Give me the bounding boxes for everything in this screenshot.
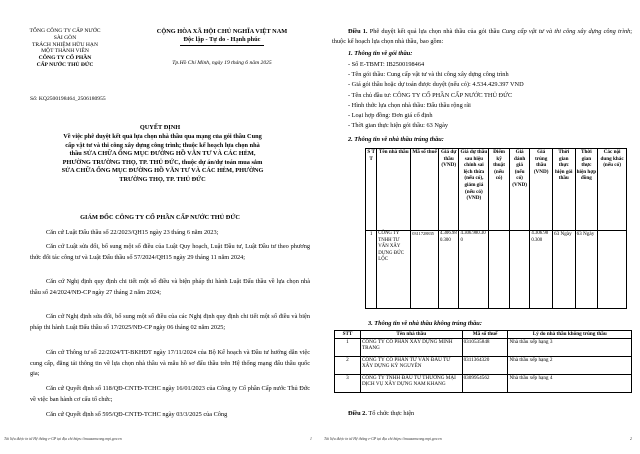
basis-paragraph: Căn cứ Quyết định số 118/QĐ-CNTĐ-TCHC ngày 16/01/2023 của Công ty Cổ phần Cấp nước Thủ Đức về việc ban hành cơ cấu tổ chức; <box>30 385 310 403</box>
subject-line: cấp vật tư và thi công xây dựng công trình; thuộc kế hoạch lựa chọn nhà <box>65 141 260 149</box>
org-line: TỔNG CÔNG TY CẤP NƯỚC <box>29 28 101 34</box>
col-header: Lý do nhà thầu không trúng thầu <box>508 331 632 339</box>
loser-header-row <box>335 331 632 339</box>
package-info-item: - Giá gói thầu hoặc dự toán được duyệt (nếu có): 4.534.429.397 VND <box>348 81 524 89</box>
basis-paragraph: Căn cứ Luật sửa đổi, bổ sung một số điều của Luật Quy hoạch, Luật Đầu tư, Luật Đầu tư theo phương thức đối tác công tư và Luật Đấu thầu số 57/2024/QH15 ngày 29 tháng 11 năm 2024; <box>30 243 310 261</box>
col-header: Tên nhà thầu <box>360 331 462 339</box>
cell-reason: Nhà thầu xếp hạng 3 <box>508 338 632 356</box>
package-info-list <box>348 60 524 131</box>
basis-paragraph: Căn cứ Thông tư số 22/2024/TT-BKHĐT ngày 17/11/2024 của Bộ Kế hoạch và Đầu tư hướng dẫn việc cung cấp, đăng tải thông tin về lựa chọn nhà thầu và mẫu hồ sơ đấu thầu trên Hệ thống mạng đấu thầu quốc gia; <box>30 349 310 378</box>
col-header: Các nội dung khác (nếu có) <box>598 149 627 231</box>
cell-package-duration: 63 Ngày <box>552 231 575 309</box>
cell-winning-price: 4.306.980.300 <box>530 231 553 309</box>
cell-stt: 2 <box>335 356 361 374</box>
motto: Độc lập - Tự do - Hạnh phúc <box>183 36 261 43</box>
company-line: CÔNG TY CỔ PHẦN <box>38 55 92 62</box>
loser-row <box>335 356 632 374</box>
org-line: TRÁCH NHIỆM HỮU HẠN <box>31 41 99 48</box>
page-number: 1 <box>310 437 312 441</box>
package-name-italic: Cung cấp vật <box>501 28 537 35</box>
page-2 <box>320 0 640 454</box>
package-info-item: - Thời gian thực hiện gói thầu: 63 Ngày <box>348 122 449 130</box>
col-header: Giá dự thầu sau hiệu chỉnh sai lệch thừa (nếu có), giảm giá (nếu có) (VND) <box>459 149 489 231</box>
cell-adjusted-price: 4.306.980.300 <box>459 231 489 309</box>
article-1-intro <box>332 27 632 46</box>
subject-line: TRƯỜNG THỌ, TP. THỦ ĐỨC <box>119 175 206 183</box>
cell-evaluated-price <box>509 231 530 309</box>
basis-paragraph: Căn cứ Luật Đấu thầu số 22/2023/QH15 ngày 23 tháng 6 năm 2023; <box>46 229 219 236</box>
col-header: Thời gian thực hiện hợp đồng <box>575 149 598 231</box>
package-info-item: - Loại hợp đồng: Đơn giá cố định <box>348 112 433 120</box>
cell-contractor-name: CÔNG TY TNHH ĐẦU TƯ THƯƠNG MẠI DỊCH VỤ XÂY DỰNG NAM KHANG <box>360 374 462 392</box>
cell-stt: 3 <box>335 374 361 392</box>
package-info-item: - Tên chủ đầu tư: CÔNG TY CỔ PHẦN CẤP NƯỚC THỦ ĐỨC <box>348 91 513 99</box>
cell-tax-code: 0310535848 <box>462 338 508 356</box>
footer-source: Tài liệu được in từ Hệ thống e-GP tại địa chỉ https://muasamcong.mpi.gov.vn <box>4 437 122 441</box>
cell-tax-code: 0311364320 <box>462 356 508 374</box>
basis-paragraph: Căn cứ Nghị định sửa đổi, bổ sung một số điều của các Nghị định quy định chi tiết một số điều và biện pháp thi hành Luật Đấu thầu số 17/2025/NĐ-CP ngày 06 tháng 02 năm 2025; <box>30 313 310 331</box>
section-1-title: 1. Thông tin về gói thầu: <box>348 50 413 57</box>
loser-row <box>335 374 632 392</box>
cell-contractor-name: CÔNG TY CỔ PHẦN TƯ VẤN ĐẦU TƯ XÂY DỰNG KỲ NGUYÊN <box>360 356 462 374</box>
director-heading: GIÁM ĐỐC CÔNG TY CỔ PHẦN CẤP NƯỚC THỦ ĐỨC <box>80 214 240 221</box>
article-1-text: Phê duyệt kết quả lựa chọn nhà thầu của gói thầu <box>369 28 500 35</box>
article-1-label: Điều 1. <box>348 28 368 35</box>
cell-stt: 1 <box>335 338 361 356</box>
footer-source: Tài liệu được in từ Hệ thống e-GP tại địa chỉ https://muasamcong.mpi.gov.vn <box>324 437 442 441</box>
loser-table <box>334 330 632 393</box>
package-info-item: - Số E-TBMT: IB2500198464 <box>348 61 425 68</box>
cell-tax-code: 0309954562 <box>462 374 508 392</box>
col-header: Mã số thuế <box>462 331 508 339</box>
basis-paragraph: Căn cứ Quyết định số 595/QĐ-CNTĐ-TCHC ngày 03/3/2025 của Công <box>46 411 228 418</box>
col-header: Giá dự thầu (VND) <box>438 149 459 231</box>
republic-title: CỘNG HÒA XÃ HỘI CHỦ NGHĨA VIỆT NAM <box>156 28 288 35</box>
article-2-text: Tổ chức thực hiện <box>368 410 415 417</box>
col-header: Mã số thuế <box>411 149 439 231</box>
col-header: Thời gian thực hiện gói thầu <box>552 149 575 231</box>
cell-contractor-name: CÔNG TY CỔ PHẦN XÂY DỰNG MINH TRANG <box>360 338 462 356</box>
org-line: SÀI GÒN <box>53 34 77 41</box>
winner-table <box>365 148 627 309</box>
col-header: Giá trúng thầu (VND) <box>530 149 553 231</box>
cell-contractor-name: CÔNG TY TNHH TƯ VẤN XÂY DỰNG ĐỨC LỘC <box>377 231 411 309</box>
subject-line: thầu SỬA CHỮA ỐNG MỤC ĐƯỜNG HỒ VĂN TƯ VÀ CÁC HẺM, <box>69 150 256 158</box>
subject-line: Về việc phê duyệt kết quả lựa chọn nhà thầu qua mạng của gói thầu Cung <box>63 133 262 140</box>
col-header: Điểm kỹ thuật (nếu có) <box>489 149 510 231</box>
loser-row <box>335 338 632 356</box>
page-number: 2 <box>630 437 632 441</box>
document-number: Số: KQ2500198464_2506180955 <box>30 96 106 102</box>
subject-line: PHƯỜNG TRƯỜNG THỌ, TP. THỦ ĐỨC, thuộc dự án/dự toán mua sắm <box>62 158 263 166</box>
cell-other <box>598 231 627 309</box>
section-3-title: 3. Thông tin về nhà thầu không trúng thầu: <box>368 320 482 327</box>
basis-paragraph: Căn cứ Nghị định quy định chi tiết một số điều và biện pháp thi hành Luật Đấu thầu về lựa chọn nhà thầu số 24/2024/NĐ-CP ngày 27 tháng 2 năm 2024; <box>30 278 310 296</box>
cell-bid-price: 4.306.980.300 <box>438 231 459 309</box>
decision-subject <box>10 133 315 185</box>
cell-contract-duration: 63 Ngày <box>575 231 598 309</box>
subject-line: SỬA CHỮA ỐNG MỤC ĐƯỜNG HỒ VĂN TƯ VÀ CÁC HẺM, PHƯỜNG <box>61 167 264 175</box>
org-line: MỘT THÀNH VIÊN <box>41 48 89 55</box>
cell-reason: Nhà thầu xếp hạng 2 <box>508 356 632 374</box>
motto-underline <box>180 45 264 46</box>
article-2 <box>348 410 414 418</box>
cell-tax-code: 0311728835 <box>411 231 439 309</box>
place-date: Tp.Hồ Chí Minh, ngày 19 tháng 6 năm 2025 <box>172 60 272 66</box>
article-2-label: Điều 2. <box>348 410 367 417</box>
package-name-italic: tư và thi công xây dựng công trình <box>538 28 631 35</box>
decision-title: QUYẾT ĐỊNH <box>139 124 181 131</box>
cell-stt: 1 <box>366 231 377 309</box>
col-header: STT <box>335 331 361 339</box>
package-info-item: - Tên gói thầu: Cung cấp vật tư và thi công xây dựng công trình <box>348 71 509 79</box>
col-header: S T T <box>366 149 377 231</box>
section-2-title: 2. Thông tin về nhà thầu trúng thầu: <box>348 136 444 143</box>
col-header: Giá đánh giá (nếu có) (VND) <box>509 149 530 231</box>
cell-reason: Nhà thầu xếp hạng 4 <box>508 374 632 392</box>
issuer-block <box>4 28 126 69</box>
company-line: CẤP NƯỚC THỦ ĐỨC <box>36 61 94 68</box>
winner-row <box>366 231 627 309</box>
article-1-text: ; thuộc kế hoạch lựa chọn nhà thầu, bao gồm: <box>332 28 633 45</box>
package-info-item: - Hình thức lựa chọn nhà thầu: Đấu thầu rộng rãi <box>348 101 471 109</box>
cell-technical-score <box>489 231 510 309</box>
col-header: Tên nhà thầu <box>377 149 411 231</box>
winner-header-row <box>366 149 627 231</box>
